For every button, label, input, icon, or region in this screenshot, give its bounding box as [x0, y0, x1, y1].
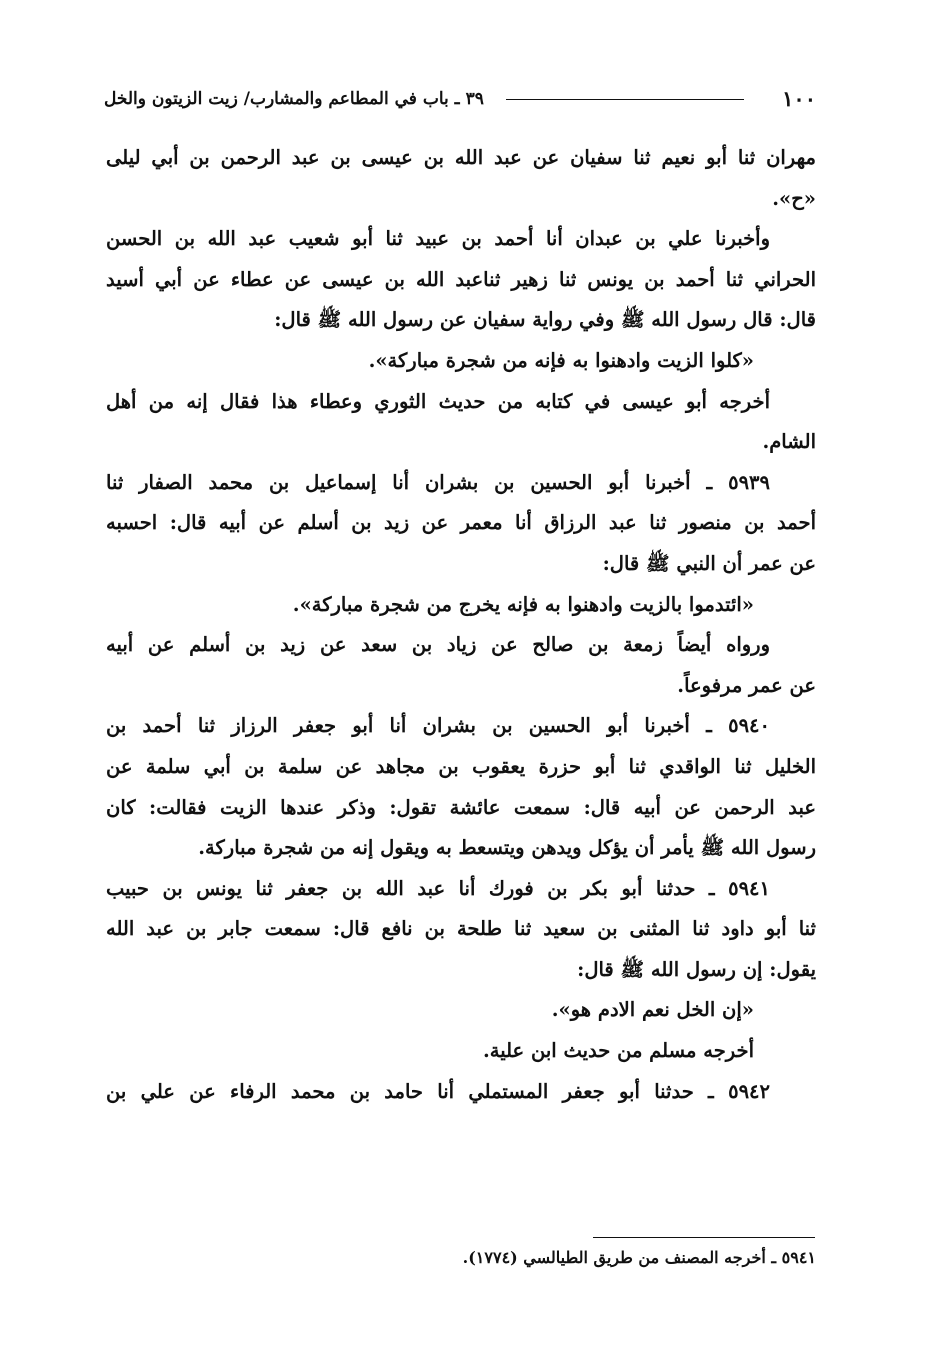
text-line: ورواه أيضاً زمعة بن صالح عن زياد بن سعد عن زيد بن أسلم عن أبيه: [106, 633, 770, 657]
text-line: «ح».: [772, 186, 816, 210]
hadith-quote: «إن الخل نعم الادم هو».: [551, 998, 754, 1022]
text-line: قال: قال رسول الله ﷺ وفي رواية سفيان عن رسول الله ﷺ قال:: [274, 308, 816, 332]
page-header: [104, 84, 816, 116]
footnote: ٥٩٤١ ـ أخرجه المصنف من طريق الطيالسي (١٧٧٤).: [462, 1248, 816, 1267]
hadith-entry-5941: ٥٩٤١ ـ حدثنا أبو بكر بن فورك أنا عبد الله بن جعفر ثنا يونس بن حبيب: [106, 876, 770, 900]
text-line: وأخبرنا علي بن عبدان أنا أحمد بن عبيد ثنا أبو شعيب عبد الله بن الحسن: [106, 227, 770, 251]
text-line: أخرجه أبو عيسى في كتابه من حديث الثوري وعطاء هذا فقال إنه من أهل: [106, 389, 770, 413]
text-line: يقول: إن رسول الله ﷺ قال:: [577, 957, 816, 981]
hadith-entry-5940: ٥٩٤٠ ـ أخبرنا أبو الحسين بن بشران أنا أبو جعفر الرزاز ثنا أحمد بن: [106, 714, 770, 738]
page-number: ١٠٠: [782, 86, 816, 111]
text-line: ثنا أبو داود ثنا المثنى بن سعيد ثنا طلحة بن نافع قال: سمعت جابر بن عبد الله: [106, 917, 816, 941]
text-line: عن عمر أن النبي ﷺ قال:: [602, 551, 816, 575]
text-line: رسول الله ﷺ يأمر أن يؤكل ويدهن ويتسعط به ويقول إنه من شجرة مباركة.: [198, 836, 816, 860]
text-line: أحمد بن منصور ثنا عبد الرزاق أنا معمر عن زيد بن أسلم عن أبيه قال: احسبه: [106, 511, 816, 535]
text-line: الخليل ثنا الواقدي ثنا أبو حزرة يعقوب بن مجاهد عن سلمة بن أبي سلمة عن: [106, 754, 816, 778]
hadith-entry-5939: ٥٩٣٩ ـ أخبرنا أبو الحسين بن بشران أنا إسماعيل بن محمد الصفار ثنا: [106, 470, 770, 494]
main-text: [106, 138, 816, 1112]
chapter-title: ٣٩ ـ باب في المطاعم والمشارب/ زيت الزيتون والخل: [104, 89, 484, 109]
text-line: مهران ثنا أبو نعيم ثنا سفيان عن عبد الله بن عيسى بن عبد الرحمن بن أبي ليلى: [106, 146, 816, 169]
text-line: عبد الرحمن عن أبيه قال: سمعت عائشة تقول: وذكر عندها الزيت فقالت: كان: [106, 795, 816, 819]
hadith-quote: «كلوا الزيت وادهنوا به فإنه من شجرة مباركة».: [368, 348, 754, 372]
hadith-entry-5942: ٥٩٤٢ ـ حدثنا أبو جعفر المستملي أنا حامد بن محمد الرفاء عن علي بن: [106, 1079, 770, 1103]
text-line: الشام.: [762, 430, 816, 454]
footnote-rule: [593, 1237, 815, 1238]
text-line: الحراني ثنا أحمد بن يونس ثنا زهير ثناعبد الله بن عيسى عن عطاء عن أبي أسيد: [106, 267, 816, 291]
text-line: أخرجه مسلم من حديث ابن علية.: [482, 1039, 754, 1063]
text-line: عن عمر مرفوعاً.: [677, 673, 816, 697]
hadith-quote: «ائتدموا بالزيت وادهنوا به فإنه يخرج من شجرة مباركة».: [292, 592, 754, 616]
header-rule: [506, 99, 744, 100]
